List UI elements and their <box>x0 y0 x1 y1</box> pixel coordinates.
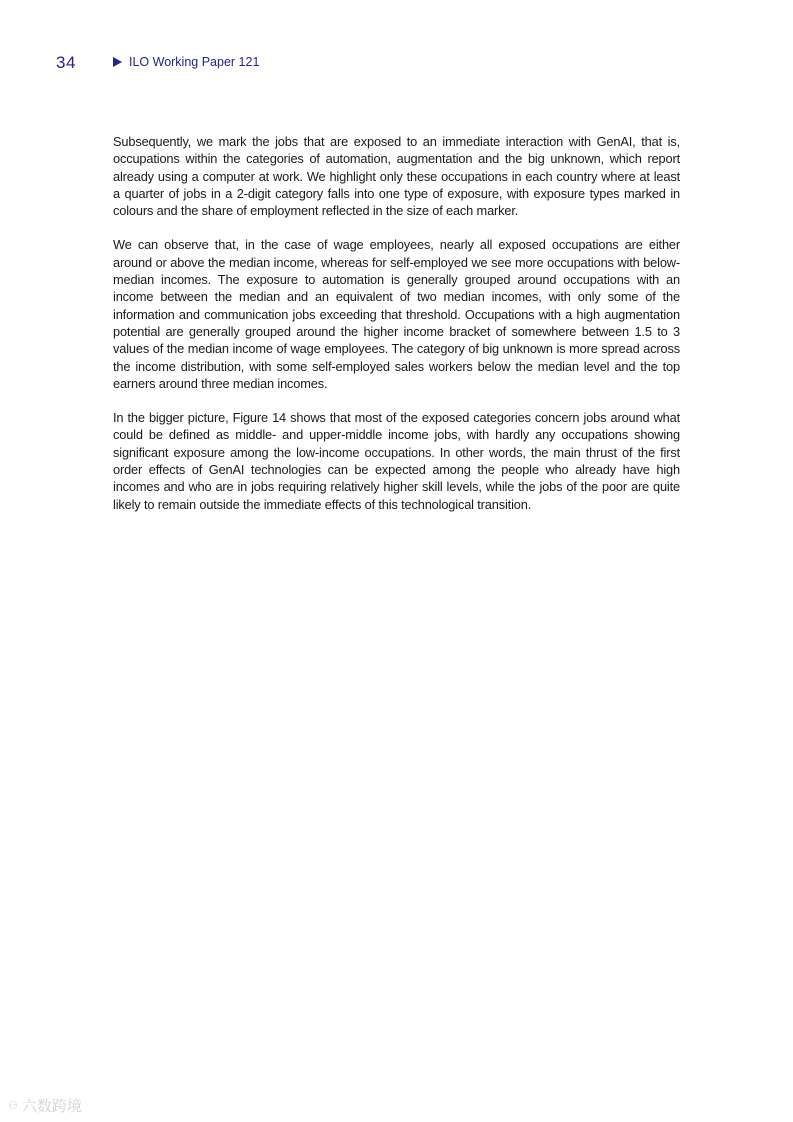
running-head <box>113 52 259 72</box>
page-header <box>56 52 736 74</box>
main-body-text <box>113 133 680 530</box>
page-number: 34 <box>56 53 76 72</box>
watermark-text: 六数跨境 <box>21 1097 82 1115</box>
running-title: ILO Working Paper 121 <box>129 55 260 69</box>
logo-icon: ⚇ <box>8 1099 18 1112</box>
triangle-right-icon <box>113 57 122 67</box>
paragraph: In the bigger picture, Figure 14 shows that most of the exposed categories concern jobs around what could be defined as middle- and upper-middle income jobs, with hardly any occupations showing significant exposure among the low-income occupations. In other words, the main thrust of the first order effects of GenAI technologies can be expected among the people who already have high incomes and who are in jobs requiring relatively higher skill levels, while the jobs of the poor are quite likely to remain outside the immediate effects of this technological transition. <box>113 410 680 512</box>
paragraph: Subsequently, we mark the jobs that are exposed to an immediate interaction with GenAI, that is, occupations within the categories of automation, augmentation and the big unknown, which report already using a computer at work. We highlight only these occupations in each country where at least a quarter of jobs in a 2-digit category falls into one type of exposure, with exposure types marked in colours and the share of employment reflected in the size of each marker. <box>113 134 680 219</box>
paragraph: We can observe that, in the case of wage employees, nearly all exposed occupations are either around or above the median income, whereas for self-employed we see more occupations with below-median incomes. The exposure to automation is generally grouped around occupations with an income between the median and an equivalent of two median incomes, with only some of the information and communication jobs exceeding that threshold. Occupations with a high augmentation potential are generally grouped around the higher income bracket of somewhere between 1.5 to 3 values of the median income of wage employees. The category of big unknown is more spread across the income distribution, with some self-employed sales workers below the median level and the top earners around three median incomes. <box>113 237 680 391</box>
watermark <box>8 1095 82 1116</box>
